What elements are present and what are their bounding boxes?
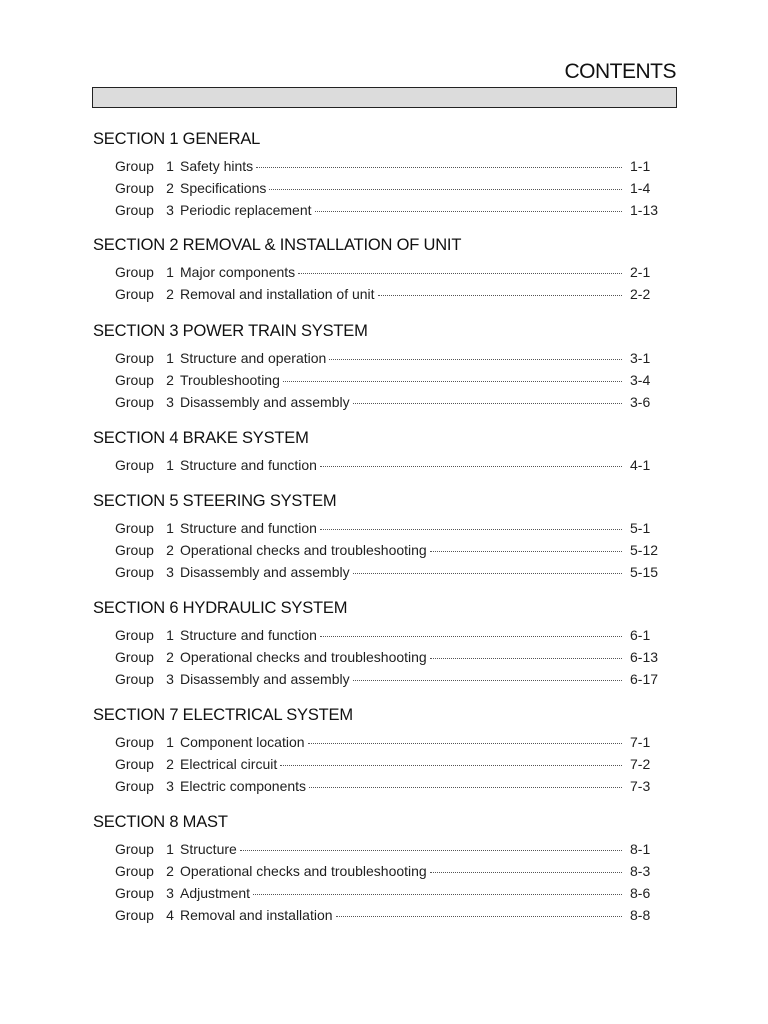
page-number: 5-12 bbox=[630, 542, 659, 558]
entry-title-leader bbox=[180, 261, 622, 283]
group-number: 2 bbox=[166, 863, 174, 879]
dot-leader bbox=[269, 188, 622, 190]
dot-leader bbox=[336, 915, 622, 917]
entry-title: Operational checks and troubleshooting bbox=[180, 863, 427, 879]
entry-title-leader bbox=[180, 177, 622, 199]
entry-title-leader bbox=[180, 860, 622, 882]
group-number: 2 bbox=[166, 649, 174, 665]
group-number: 3 bbox=[166, 885, 174, 901]
group-number: 2 bbox=[166, 756, 174, 772]
entry-title: Operational checks and troubleshooting bbox=[180, 649, 427, 665]
group-label: Group bbox=[115, 907, 154, 923]
dot-leader bbox=[240, 849, 622, 851]
group-number: 1 bbox=[166, 457, 174, 473]
page-number: 8-8 bbox=[630, 907, 651, 923]
entry-title: Structure and function bbox=[180, 627, 317, 643]
section-heading: SECTION 6 HYDRAULIC SYSTEM bbox=[93, 599, 348, 617]
entry-title: Disassembly and assembly bbox=[180, 671, 350, 687]
page-number: 6-13 bbox=[630, 649, 659, 665]
section-heading: SECTION 2 REMOVAL & INSTALLATION OF UNIT bbox=[93, 236, 462, 254]
toc-entry[interactable] bbox=[115, 177, 660, 199]
entry-title-leader bbox=[180, 646, 622, 668]
group-label: Group bbox=[115, 756, 154, 772]
dot-leader bbox=[283, 380, 622, 382]
entry-title: Structure and function bbox=[180, 457, 317, 473]
entry-title: Safety hints bbox=[180, 158, 254, 174]
toc-entry[interactable] bbox=[115, 155, 660, 177]
dot-leader bbox=[353, 572, 622, 574]
group-number: 1 bbox=[166, 350, 174, 366]
entry-title-leader bbox=[180, 454, 622, 476]
group-number: 1 bbox=[166, 841, 174, 857]
dot-leader bbox=[353, 679, 622, 681]
page-number: 3-4 bbox=[630, 372, 651, 388]
toc-entry[interactable] bbox=[115, 904, 660, 926]
group-number: 3 bbox=[166, 564, 174, 580]
group-label: Group bbox=[115, 202, 154, 218]
page-number: 7-2 bbox=[630, 756, 651, 772]
entry-title-leader bbox=[180, 283, 622, 305]
section-heading: SECTION 8 MAST bbox=[93, 813, 228, 831]
group-number: 2 bbox=[166, 542, 174, 558]
group-number: 1 bbox=[166, 520, 174, 536]
toc-entry[interactable] bbox=[115, 624, 660, 646]
toc-entry[interactable] bbox=[115, 539, 660, 561]
group-number: 2 bbox=[166, 180, 174, 196]
entry-title: Structure and operation bbox=[180, 350, 327, 366]
entry-title: Electrical circuit bbox=[180, 756, 278, 772]
dot-leader bbox=[430, 550, 622, 552]
entry-title: Disassembly and assembly bbox=[180, 564, 350, 580]
group-label: Group bbox=[115, 394, 154, 410]
group-label: Group bbox=[115, 520, 154, 536]
page-title: CONTENTS bbox=[564, 60, 676, 83]
group-number: 3 bbox=[166, 778, 174, 794]
toc-entry[interactable] bbox=[115, 775, 660, 797]
dot-leader bbox=[309, 786, 622, 788]
group-number: 1 bbox=[166, 158, 174, 174]
entry-title: Troubleshooting bbox=[180, 372, 280, 388]
entry-title-leader bbox=[180, 561, 622, 583]
entry-title: Major components bbox=[180, 264, 296, 280]
section-heading: SECTION 5 STEERING SYSTEM bbox=[93, 492, 337, 510]
group-label: Group bbox=[115, 264, 154, 280]
page-number: 8-1 bbox=[630, 841, 651, 857]
toc-entry[interactable] bbox=[115, 646, 660, 668]
group-number: 3 bbox=[166, 202, 174, 218]
toc-entry[interactable] bbox=[115, 731, 660, 753]
dot-leader bbox=[320, 465, 622, 467]
toc-entry[interactable] bbox=[115, 347, 660, 369]
group-label: Group bbox=[115, 885, 154, 901]
dot-leader bbox=[430, 871, 622, 873]
page-number: 1-13 bbox=[630, 202, 659, 218]
group-label: Group bbox=[115, 863, 154, 879]
entry-title: Structure and function bbox=[180, 520, 317, 536]
entry-title-leader bbox=[180, 391, 622, 413]
dot-leader bbox=[329, 358, 622, 360]
entry-title-leader bbox=[180, 347, 622, 369]
page-number: 8-6 bbox=[630, 885, 651, 901]
entry-title-leader bbox=[180, 155, 622, 177]
page-number: 5-15 bbox=[630, 564, 659, 580]
toc-entry[interactable] bbox=[115, 860, 660, 882]
dot-leader bbox=[256, 166, 622, 168]
dot-leader bbox=[308, 742, 622, 744]
dot-leader bbox=[253, 893, 622, 895]
entry-title: Structure bbox=[180, 841, 237, 857]
page-number: 8-3 bbox=[630, 863, 651, 879]
section-heading: SECTION 3 POWER TRAIN SYSTEM bbox=[93, 322, 368, 340]
dot-leader bbox=[298, 272, 622, 274]
entry-title: Component location bbox=[180, 734, 305, 750]
dot-leader bbox=[353, 402, 622, 404]
entry-title-leader bbox=[180, 904, 622, 926]
toc-entry[interactable] bbox=[115, 283, 660, 305]
dot-leader bbox=[320, 635, 622, 637]
entry-title-leader bbox=[180, 775, 622, 797]
title-bar bbox=[92, 87, 677, 108]
entry-title: Disassembly and assembly bbox=[180, 394, 350, 410]
page-number: 3-6 bbox=[630, 394, 651, 410]
section-heading: SECTION 1 GENERAL bbox=[93, 130, 261, 148]
entry-title-leader bbox=[180, 517, 622, 539]
page-number: 3-1 bbox=[630, 350, 651, 366]
group-label: Group bbox=[115, 841, 154, 857]
dot-leader bbox=[430, 657, 622, 659]
toc-entry[interactable] bbox=[115, 561, 660, 583]
entry-title: Removal and installation bbox=[180, 907, 333, 923]
group-number: 2 bbox=[166, 286, 174, 302]
entry-title-leader bbox=[180, 369, 622, 391]
page-number: 1-1 bbox=[630, 158, 651, 174]
entry-title-leader bbox=[180, 668, 622, 690]
entry-title-leader bbox=[180, 539, 622, 561]
group-label: Group bbox=[115, 350, 154, 366]
toc-entry[interactable] bbox=[115, 517, 660, 539]
entry-title: Adjustment bbox=[180, 885, 251, 901]
toc-entry[interactable] bbox=[115, 838, 660, 860]
dot-leader bbox=[280, 764, 622, 766]
group-number: 1 bbox=[166, 627, 174, 643]
toc-entry[interactable] bbox=[115, 199, 660, 221]
entry-title-leader bbox=[180, 624, 622, 646]
dot-leader bbox=[315, 210, 622, 212]
entry-title: Periodic replacement bbox=[180, 202, 312, 218]
entry-title: Specifications bbox=[180, 180, 267, 196]
entry-title-leader bbox=[180, 753, 622, 775]
group-label: Group bbox=[115, 627, 154, 643]
section-heading: SECTION 4 BRAKE SYSTEM bbox=[93, 429, 309, 447]
group-number: 1 bbox=[166, 734, 174, 750]
toc-entry[interactable] bbox=[115, 668, 660, 690]
page-number: 2-2 bbox=[630, 286, 651, 302]
group-number: 3 bbox=[166, 394, 174, 410]
group-label: Group bbox=[115, 734, 154, 750]
group-label: Group bbox=[115, 158, 154, 174]
toc-entry[interactable] bbox=[115, 391, 660, 413]
toc-entry[interactable] bbox=[115, 454, 660, 476]
page-number: 6-1 bbox=[630, 627, 651, 643]
group-label: Group bbox=[115, 542, 154, 558]
group-label: Group bbox=[115, 457, 154, 473]
dot-leader bbox=[320, 528, 622, 530]
dot-leader bbox=[378, 294, 622, 296]
entry-title-leader bbox=[180, 731, 622, 753]
group-label: Group bbox=[115, 778, 154, 794]
group-number: 3 bbox=[166, 671, 174, 687]
toc-entry[interactable] bbox=[115, 882, 660, 904]
group-label: Group bbox=[115, 180, 154, 196]
page-number: 7-3 bbox=[630, 778, 651, 794]
page-number: 4-1 bbox=[630, 457, 651, 473]
entry-title: Electric components bbox=[180, 778, 307, 794]
entry-title-leader bbox=[180, 882, 622, 904]
page-number: 5-1 bbox=[630, 520, 651, 536]
toc-entry[interactable] bbox=[115, 369, 660, 391]
group-number: 1 bbox=[166, 264, 174, 280]
entry-title-leader bbox=[180, 199, 622, 221]
group-label: Group bbox=[115, 564, 154, 580]
toc-entry[interactable] bbox=[115, 753, 660, 775]
entry-title: Removal and installation of unit bbox=[180, 286, 375, 302]
group-label: Group bbox=[115, 649, 154, 665]
entry-title-leader bbox=[180, 838, 622, 860]
page-number: 1-4 bbox=[630, 180, 651, 196]
group-number: 4 bbox=[166, 907, 174, 923]
entry-title: Operational checks and troubleshooting bbox=[180, 542, 427, 558]
group-label: Group bbox=[115, 286, 154, 302]
page-number: 2-1 bbox=[630, 264, 651, 280]
toc-entry[interactable] bbox=[115, 261, 660, 283]
group-label: Group bbox=[115, 372, 154, 388]
group-number: 2 bbox=[166, 372, 174, 388]
page-number: 7-1 bbox=[630, 734, 651, 750]
group-label: Group bbox=[115, 671, 154, 687]
page-number: 6-17 bbox=[630, 671, 659, 687]
section-heading: SECTION 7 ELECTRICAL SYSTEM bbox=[93, 706, 353, 724]
